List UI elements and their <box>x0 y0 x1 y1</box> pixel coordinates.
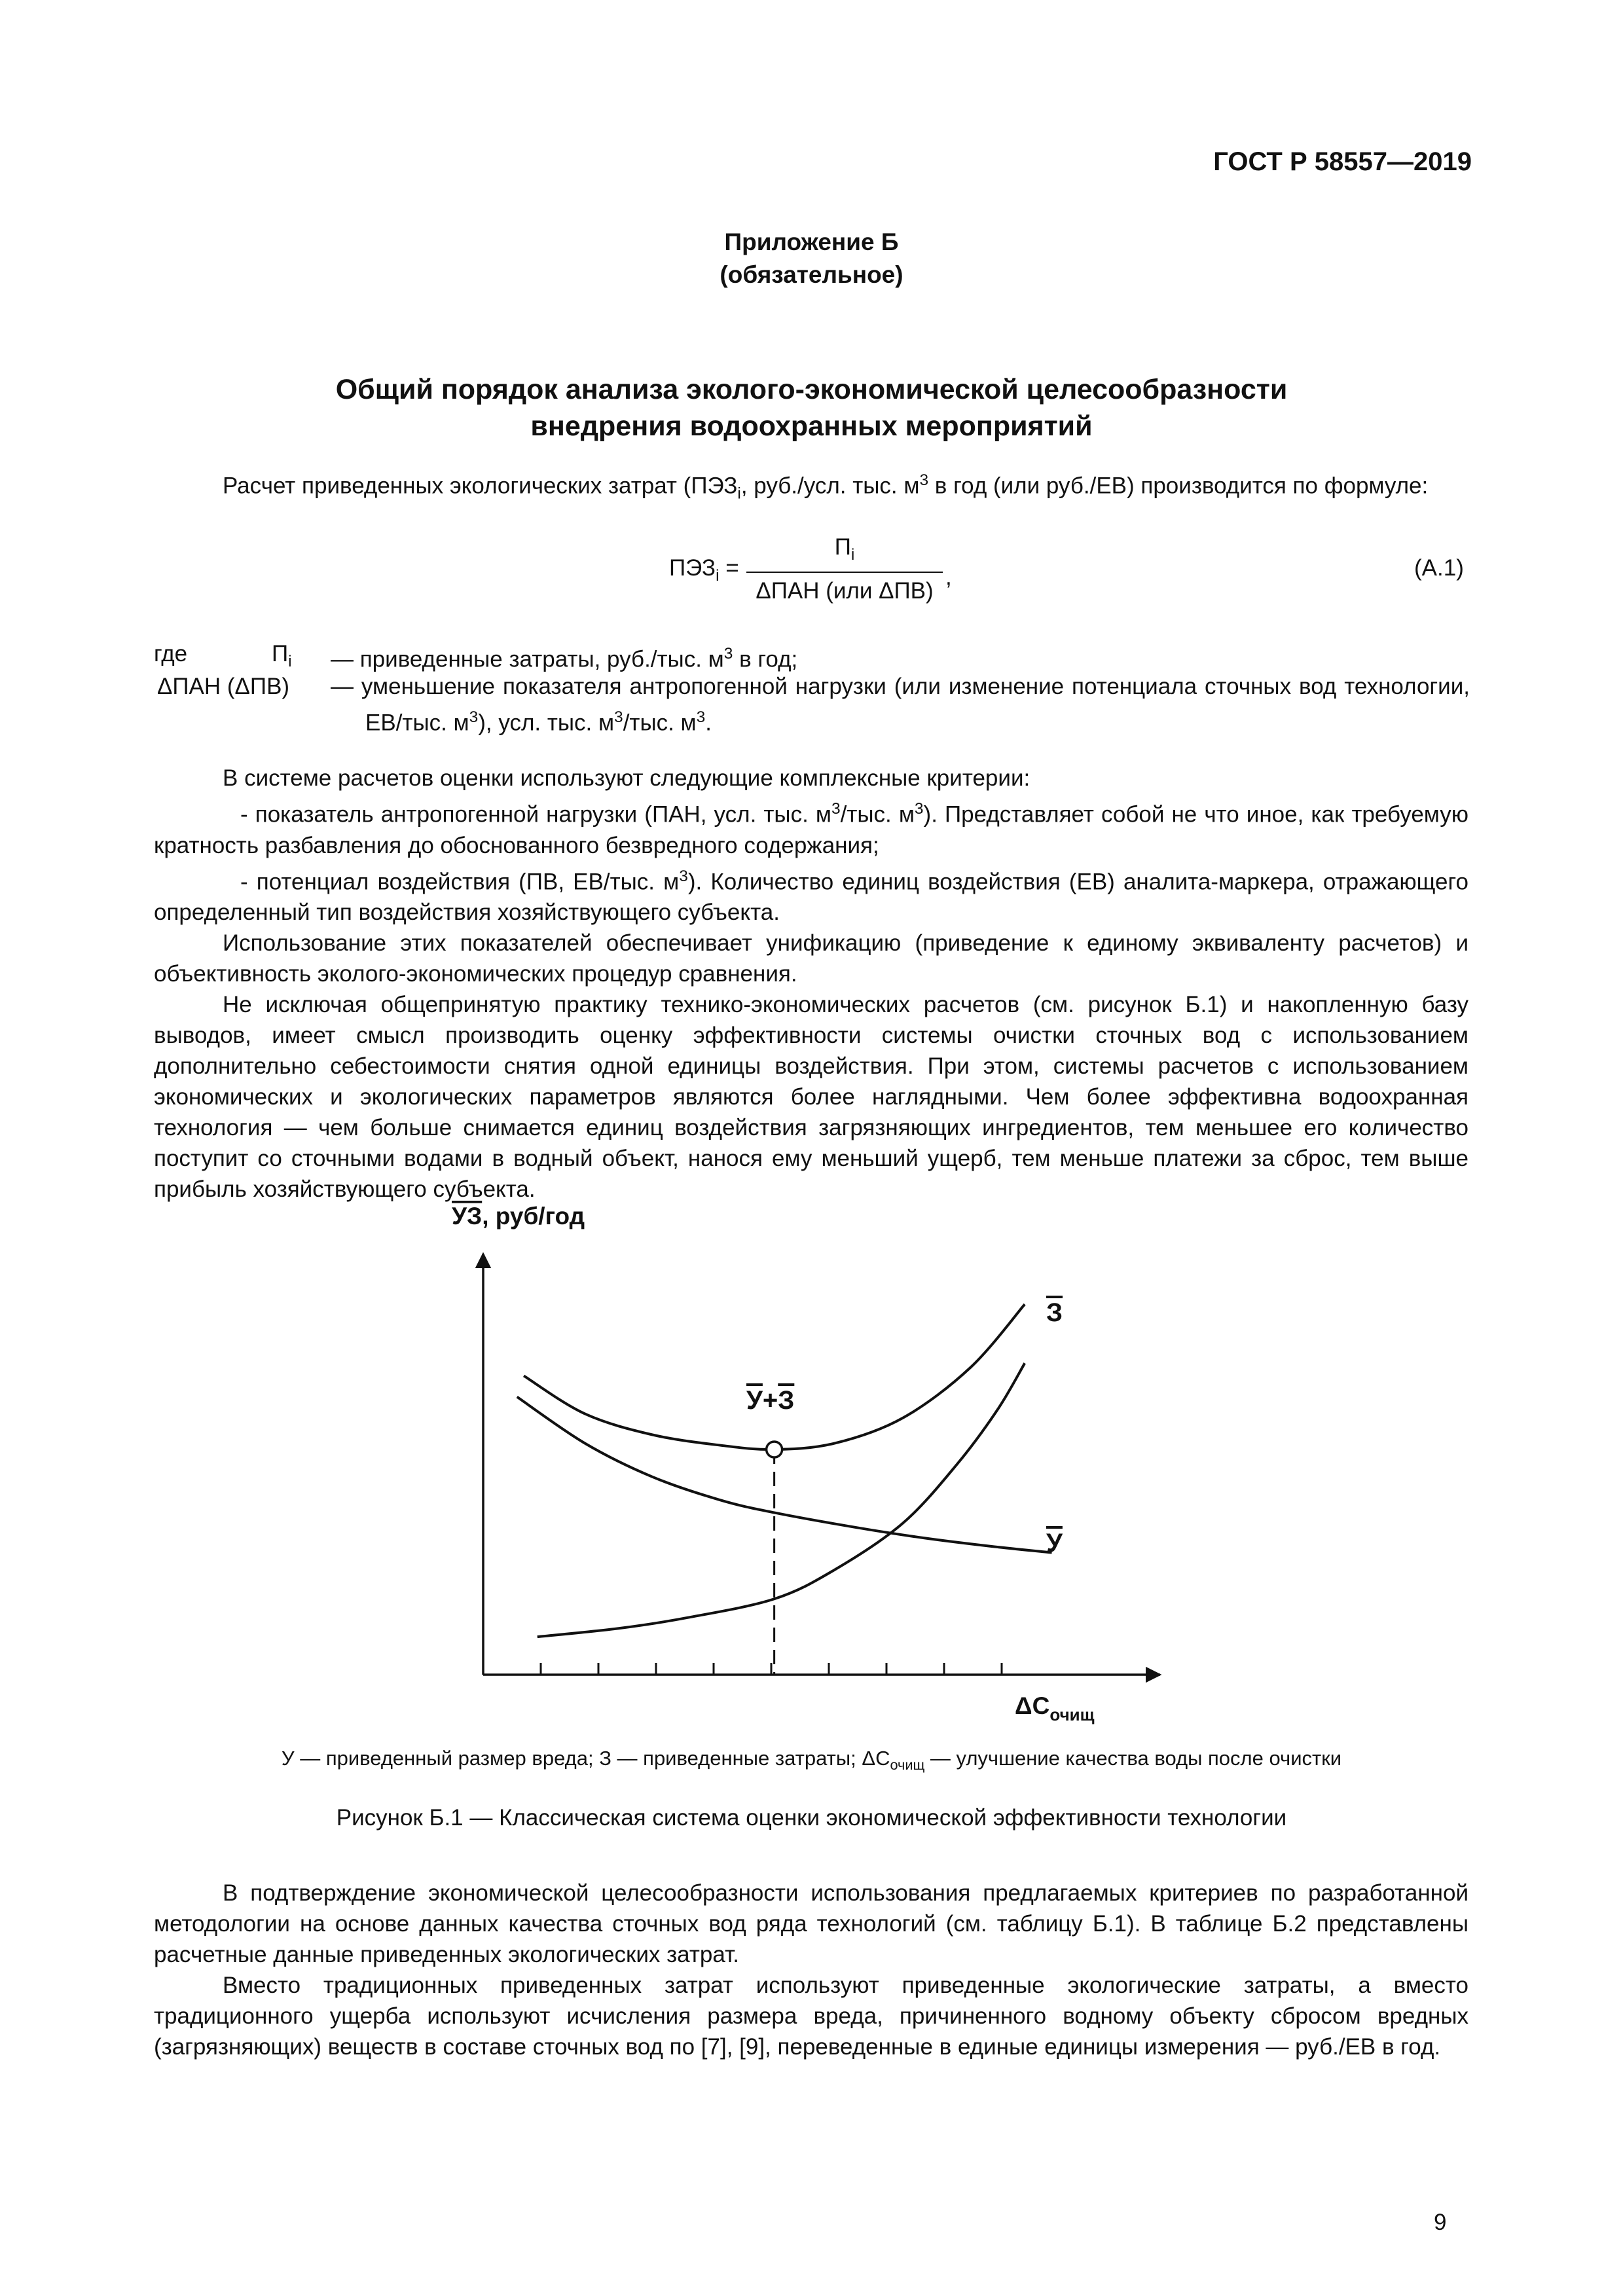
formula-lhs: $ПЭЗ_i$ = <box>669 555 739 585</box>
intro-text-c: в год (или руб./ЕВ) производится по формуле: <box>928 473 1429 499</box>
standard-code: ГОСТ Р 58557—2019 <box>1213 147 1472 176</box>
sum-curve <box>524 1304 1025 1449</box>
intro-text-a: Расчет приведенных экологических затрат (ПЭЗ <box>223 473 738 499</box>
formula-lhs-sub: i <box>716 567 720 585</box>
damage-curve-label: У <box>1046 1529 1063 1558</box>
closing-paragraph-1: В подтверждение экономической целесообразности использования предлагаемых критериев по разработанной методологии на основе данных качества сточных вод ряда технологий (см. таблицу Б.1). В таблице Б.2 представлены расчетные данные приведенных экологических затрат. <box>154 1880 1468 1967</box>
figure-caption: Рисунок Б.1 — Классическая система оценки экономической эффективности технологии <box>336 1805 1287 1831</box>
closing-block <box>154 1878 1468 2062</box>
series-layer <box>517 1304 1052 1675</box>
section-title-line1: Общий порядок анализа эколого-экономической целесообразности <box>335 374 1288 405</box>
x-axis-label: $\Delta С_{очищ}$ <box>1015 1692 1095 1724</box>
def1-symbol: $П_i$ <box>272 641 292 670</box>
formula-comma: , <box>945 564 952 590</box>
def2-symbol: ΔПАН (ΔПВ) <box>157 674 290 699</box>
costs-curve-label: З <box>1046 1298 1063 1327</box>
intro-sub: i <box>737 484 741 503</box>
def1-sub: i <box>288 653 292 670</box>
figure-legend: У — приведенный размер вреда; З — приведенные затраты; $\Delta С_{очищ}$ — улучшение качества воды после очистки <box>281 1747 1342 1774</box>
section-title-line2: внедрения водоохранных мероприятий <box>530 410 1093 442</box>
intro-text-b: , руб./усл. тыс. м <box>740 473 920 499</box>
minimum-point-marker <box>767 1442 782 1457</box>
y-axis-label: УЗ, руб/год <box>452 1203 585 1230</box>
legend-sub: очищ <box>890 1757 925 1774</box>
criteria-intro: В системе расчетов оценки используют следующие комплексные критерии: <box>223 765 1030 791</box>
page-number: 9 <box>1434 2210 1447 2235</box>
criteria-item1: - показатель антропогенной нагрузки (ПАН, усл. тыс. $м^3$/тыс. $м^3$). Представляет собой не что иное, как требуемую кратность разбавления до обоснованного безвредного содержания; <box>154 800 1469 858</box>
intro-sup: 3 <box>919 471 929 489</box>
unification-paragraph: Использование этих показателей обеспечивает унификацию (приведение к единому эквиваленту расчетов) и объективность эколого-экономических процедур сравнения. <box>154 930 1468 987</box>
formula-numerator: $П_i$ <box>834 534 855 564</box>
def2-text: — уменьшение показателя антропогенной нагрузки (или изменение потенциала сточных вод технологии, ЕВ/тыс. $м^3$), усл. тыс. $м^3$/тыс. $м^3$. <box>331 674 1470 736</box>
criteria-item2: - потенциал воздействия (ПВ, ЕВ/тыс. $м^3$). Количество единиц воздействия (ЕВ) аналита-маркера, отражающего определенный тип воздействия хозяйствующего субъекта. <box>154 867 1468 926</box>
practice-paragraph: Не исключая общепринятую практику технико-экономических расчетов (см. рисунок Б.1) и накопленную базу выводов, имеет смысл производить оценку эффективности системы очистки сточных вод с использованием дополнительно себестоимости снятия одной единицы воздействия. При этом, системы расчетов с использованием экономических и экологических параметров являются более наглядными. Чем более эффективна водоохранная технология — чем больше снимается единиц воздействия загрязняющих ингредиентов, тем меньшее его количество поступит со сточными водами в водный объект, нанося ему меньший ущерб, тем меньше платежи за сброс, тем выше прибыль хозяйствующего субъекта. <box>154 992 1468 1203</box>
def1-text: — приведенные затраты, руб./тыс. $м^3$ в год; <box>331 645 798 672</box>
annex-title: Приложение Б <box>724 228 899 255</box>
formula-number: (А.1) <box>1414 555 1464 581</box>
where-word: где <box>154 641 188 666</box>
def1-sup: 3 <box>723 645 733 663</box>
formula-numerator-sub: i <box>850 546 855 564</box>
formula-denominator: ΔПАН (или ΔПВ) <box>756 578 934 604</box>
annex-status: (обязательное) <box>720 261 903 288</box>
formula-equals: = <box>725 555 739 581</box>
sum-curve-label: У+З <box>746 1386 795 1415</box>
closing-paragraph-2: Вместо традиционных приведенных затрат используют приведенные экологические затраты, а вместо традиционного ущерба используют исчисления размера вреда, причиненного водному объекту сбросом вредных (загрязняющих) веществ в составе сточных вод по [7], [9], переведенные в единые единицы измерения — руб./ЕВ в год. <box>154 1973 1468 2060</box>
x-ticks <box>541 1663 1002 1675</box>
